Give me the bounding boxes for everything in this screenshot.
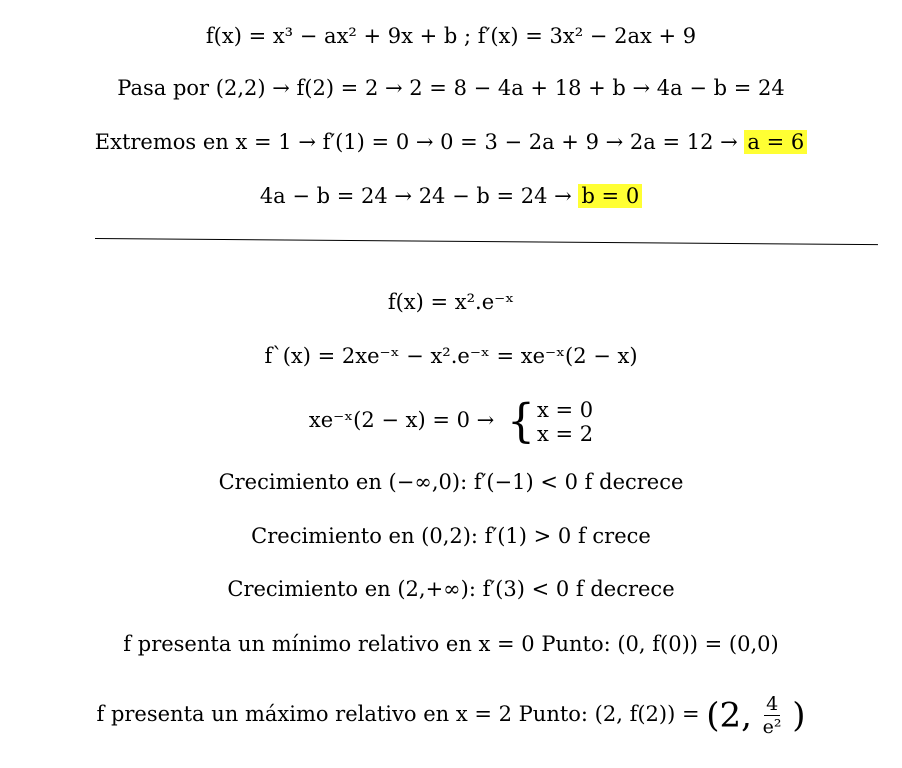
equation-solve-b xyxy=(0,182,902,210)
equation-text: Crecimiento en (−∞,0): f′(−1) < 0 f decrece xyxy=(218,470,684,494)
close-paren: ) xyxy=(792,695,806,736)
relative-maximum-statement xyxy=(0,690,902,738)
fraction-four-over-e-squared xyxy=(761,693,784,738)
monotonicity-interval-2 xyxy=(0,522,902,550)
equation-derivative xyxy=(0,342,902,370)
monotonicity-interval-3 xyxy=(0,575,902,603)
equation-text: Pasa por (2,2) → f(2) = 2 → 2 = 8 − 4a + 18 + b → 4a − b = 24 xyxy=(117,76,785,100)
solution-item: x = 0 xyxy=(536,397,594,422)
left-brace: { xyxy=(506,394,535,448)
fraction-denominator: e² xyxy=(762,716,782,738)
equation-text: f(x) = x³ − ax² + 9x + b ; f′(x) = 3x² − 2ax + 9 xyxy=(205,24,697,48)
equation-extremum-condition xyxy=(0,128,902,156)
equation-text: f presenta un máximo relativo en x = 2 Punto: (2, f(2)) = xyxy=(96,702,700,726)
fraction-numerator: 4 xyxy=(766,693,779,715)
section-divider xyxy=(95,238,878,245)
equation-text: f`(x) = 2xe⁻ˣ − x².e⁻ˣ = xe⁻ˣ(2 − x) xyxy=(264,344,638,368)
equation-text: xe⁻ˣ(2 − x) = 0 → xyxy=(308,408,495,432)
solution-list xyxy=(537,398,593,446)
solution-system xyxy=(506,394,594,448)
solution-item: x = 2 xyxy=(536,421,594,446)
equation-critical-points xyxy=(0,396,902,446)
equation-text: 4a − b = 24 → 24 − b = 24 → xyxy=(259,184,572,208)
equation-text: Crecimiento en (0,2): f′(1) > 0 f crece xyxy=(251,524,651,548)
equation-passes-through-point xyxy=(0,74,902,102)
equation-text: f(x) = x².e⁻ˣ xyxy=(387,290,515,314)
equation-text: Extremos en x = 1 → f′(1) = 0 → 0 = 3 − 2a + 9 → 2a = 12 → xyxy=(94,130,738,154)
highlighted-result-a: a = 6 xyxy=(744,130,807,154)
equation-text: f presenta un mínimo relativo en x = 0 Punto: (0, f(0)) = (0,0) xyxy=(123,632,779,656)
open-paren: (2, xyxy=(706,695,752,736)
relative-minimum-statement xyxy=(0,630,902,658)
equation-function-and-derivative xyxy=(0,22,902,50)
equation-text: Crecimiento en (2,+∞): f′(3) < 0 f decrece xyxy=(227,577,675,601)
monotonicity-interval-1 xyxy=(0,468,902,496)
highlighted-result-b: b = 0 xyxy=(578,184,642,208)
equation-function-definition xyxy=(0,288,902,316)
